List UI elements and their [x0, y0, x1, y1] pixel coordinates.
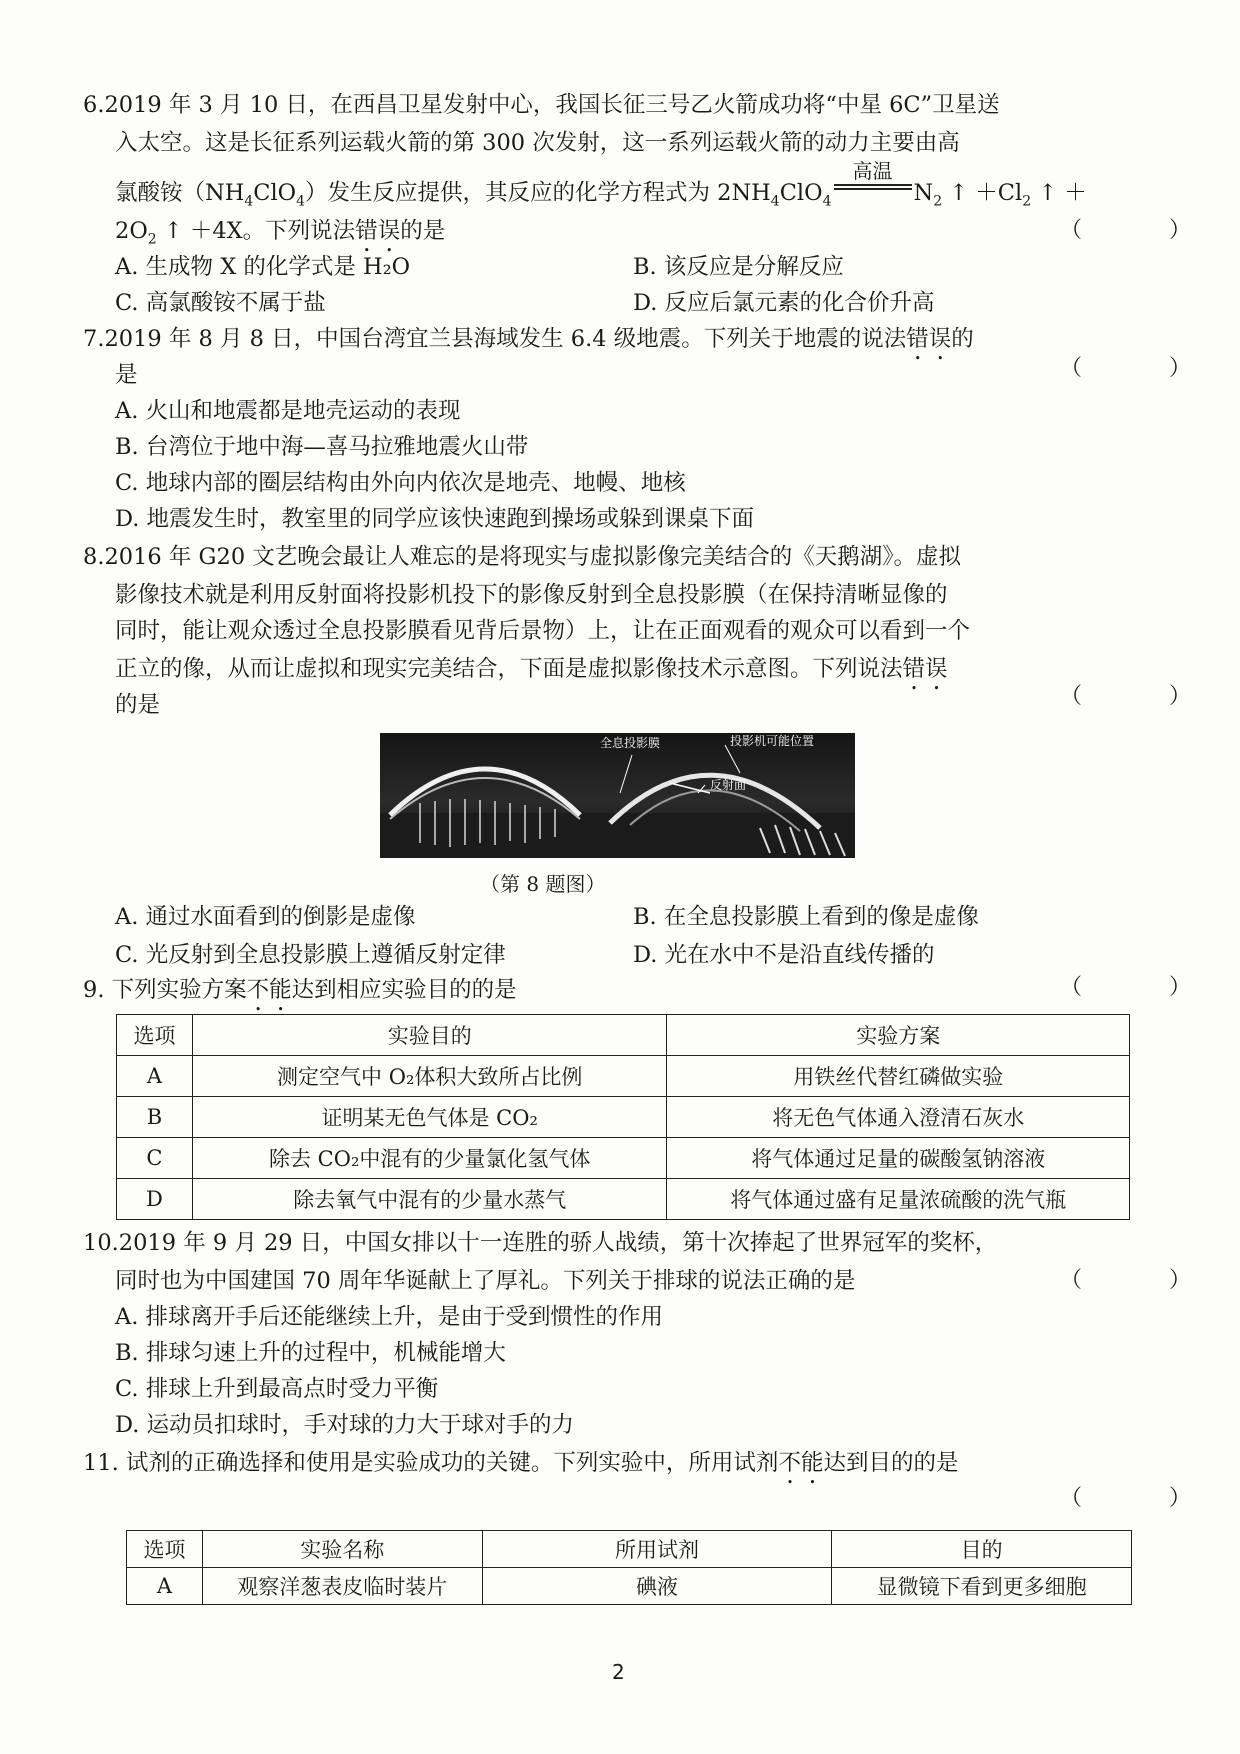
- cell: A: [127, 1568, 203, 1605]
- header-cell: 目的: [832, 1531, 1132, 1568]
- q7-line-2: 是 （ ）: [0, 358, 1240, 392]
- header-cell: 实验名称: [202, 1531, 482, 1568]
- cell: 用铁丝代替红磷做实验: [667, 1056, 1130, 1097]
- q9-table: [116, 1014, 1130, 1220]
- q8-line-2: 影像技术就是利用反射面将投影机投下的影像反射到全息投影膜（在保持清晰显像的: [115, 582, 948, 608]
- q11-line-1: 11. 试剂的正确选择和使用是实验成功的关键。下列实验中，所用试剂不能达到目的的是: [83, 1450, 959, 1476]
- cell: 证明某无色气体是 CO₂: [192, 1097, 667, 1138]
- cell: 碘液: [482, 1568, 832, 1605]
- q10-line-1: 10.2019 年 9 月 29 日，中国女排以十一连胜的骄人战绩，第十次捧起了世界冠军的奖杯，: [83, 1230, 998, 1256]
- q8-line-5: 的是 （ ）: [0, 688, 1240, 722]
- q6-line-1: 6.2019 年 3 月 10 日，在西昌卫星发射中心，我国长征三号乙火箭成功将“中星 6C”卫星送: [83, 92, 1000, 118]
- q7-option-b[interactable]: B. 台湾位于地中海—喜马拉雅地震火山带: [115, 434, 529, 460]
- cell: 观察洋葱表皮临时装片: [202, 1568, 482, 1605]
- table-header-row: [117, 1015, 1130, 1056]
- table-row: [117, 1056, 1130, 1097]
- q6-option-d[interactable]: D. 反应后氯元素的化合价升高: [633, 290, 935, 316]
- q8-option-c[interactable]: C. 光反射到全息投影膜上遵循反射定律: [115, 942, 506, 968]
- cell: 除去氧气中混有的少量水蒸气: [192, 1179, 667, 1220]
- table-row: [117, 1097, 1130, 1138]
- cell: 将气体通过盛有足量浓硫酸的洗气瓶: [667, 1179, 1130, 1220]
- q6-option-b[interactable]: B. 该反应是分解反应: [633, 254, 844, 280]
- q7-line-1: 7.2019 年 8 月 8 日，中国台湾宜兰县海域发生 6.4 级地震。下列关于地震的说法错误的: [83, 326, 974, 352]
- cell: 显微镜下看到更多细胞: [832, 1568, 1132, 1605]
- q9-line-1: 9. 下列实验方案不能达到相应实验目的的是 （ ）: [0, 973, 1240, 1016]
- q6-line-4: $2O_2$ ↑ ＋4X。下列说法错误的是 （ ）: [0, 214, 1240, 257]
- cell: 测定空气中 O₂体积大致所占比例: [192, 1056, 667, 1097]
- q9-answer-paren[interactable]: （ ）: [1060, 975, 1231, 1000]
- q8-option-d[interactable]: D. 光在水中不是沿直线传播的: [633, 942, 935, 968]
- label-reflector: 反射面: [710, 778, 747, 792]
- q7-option-c[interactable]: C. 地球内部的圈层结构由外向内依次是地壳、地幔、地核: [115, 470, 686, 496]
- q8-answer-paren[interactable]: （ ）: [1060, 684, 1231, 709]
- table-row: [117, 1138, 1130, 1179]
- q6-option-a[interactable]: A. 生成物 X 的化学式是 H₂O: [115, 254, 411, 280]
- q11-table: [126, 1530, 1132, 1605]
- q11-answer-paren[interactable]: （ ）: [1060, 1486, 1231, 1511]
- q10-option-b[interactable]: B. 排球匀速上升的过程中，机械能增大: [115, 1340, 506, 1366]
- cell: 将气体通过足量的碳酸氢钠溶液: [667, 1138, 1130, 1179]
- q10-option-c[interactable]: C. 排球上升到最高点时受力平衡: [115, 1376, 439, 1402]
- q6-line-2: 入太空。这是长征系列运载火箭的第 300 次发射，这一系列运载火箭的动力主要由高: [115, 130, 960, 156]
- q7-option-d[interactable]: D. 地震发生时，教室里的同学应该快速跑到操场或躲到课桌下面: [115, 506, 755, 532]
- q10-line-2: 同时也为中国建国 70 周年华诞献上了厚礼。下列关于排球的说法正确的是 （ ）: [0, 1264, 1240, 1298]
- header-cell: 实验目的: [192, 1015, 667, 1056]
- q10-option-d[interactable]: D. 运动员扣球时，手对球的力大于球对手的力: [115, 1412, 575, 1438]
- q6-line-3: 氯酸铵$(NH_4ClO_4)$发生反应提供，其反应的化学方程式为 $2NH_4ClO_4$ 高温 $N_2$ ↑ $+Cl_2$ ↑ ＋: [115, 159, 1087, 210]
- label-hologram-film: 全息投影膜: [600, 736, 661, 750]
- cell: C: [117, 1138, 193, 1179]
- header-cell: 实验方案: [667, 1015, 1130, 1056]
- q8-line-4: 正立的像，从而让虚拟和现实完美结合，下面是虚拟影像技术示意图。下列说法错误: [115, 656, 948, 682]
- table-header-row: [127, 1531, 1132, 1568]
- q7-option-a[interactable]: A. 火山和地震都是地壳运动的表现: [115, 398, 461, 424]
- q6-options-cd: [0, 286, 1240, 320]
- table-row: [117, 1179, 1130, 1220]
- q8-option-a[interactable]: A. 通过水面看到的倒影是虚像: [115, 904, 416, 930]
- q8-line-3: 同时，能让观众透过全息投影膜看见背后景物）上，让在正面观看的观众可以看到一个: [115, 618, 971, 644]
- header-cell: 选项: [117, 1015, 193, 1056]
- virtual-image-diagram: [380, 733, 855, 858]
- q7-answer-paren[interactable]: （ ）: [1060, 356, 1231, 381]
- q10-answer-paren[interactable]: （ ）: [1060, 1268, 1231, 1293]
- q8-option-b[interactable]: B. 在全息投影膜上看到的像是虚像: [633, 904, 979, 930]
- reaction-condition: 高温: [832, 176, 914, 210]
- q6-options-ab: [0, 250, 1240, 284]
- cell: 除去 CO₂中混有的少量氯化氢气体: [192, 1138, 667, 1179]
- header-cell: 选项: [127, 1531, 203, 1568]
- q10-option-a[interactable]: A. 排球离开手后还能继续上升，是由于受到惯性的作用: [115, 1304, 664, 1330]
- q8-options-cd: [0, 938, 1240, 972]
- page-number: 2: [612, 1660, 625, 1684]
- q8-options-ab: [0, 900, 1240, 934]
- q6-answer-paren[interactable]: （ ）: [1060, 218, 1231, 243]
- label-projector-position: 投影机可能位置: [730, 734, 815, 748]
- q8-line-1: 8.2016 年 G20 文艺晚会最让人难忘的是将现实与虚拟影像完美结合的《天鹅湖》。虚拟: [83, 544, 962, 570]
- cell: D: [117, 1179, 193, 1220]
- diagram-svg: [380, 733, 855, 858]
- header-cell: 所用试剂: [482, 1531, 832, 1568]
- figure-caption: （第 8 题图）: [480, 872, 606, 896]
- cell: A: [117, 1056, 193, 1097]
- cell: 将无色气体通入澄清石灰水: [667, 1097, 1130, 1138]
- table-row: [127, 1568, 1132, 1605]
- q6-option-c[interactable]: C. 高氯酸铵不属于盐: [115, 290, 326, 316]
- cell: B: [117, 1097, 193, 1138]
